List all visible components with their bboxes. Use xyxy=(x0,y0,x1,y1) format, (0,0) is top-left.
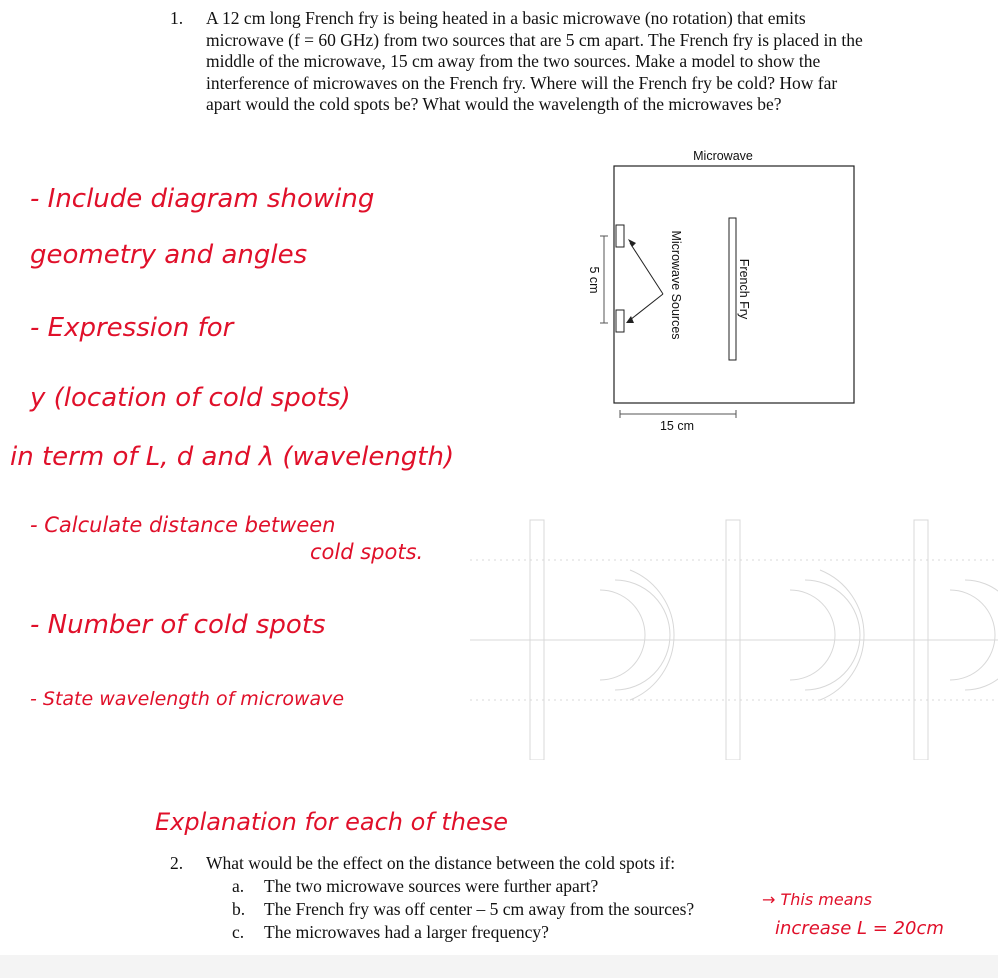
question-1-text: A 12 cm long French fry is being heated in a basic microwave (no rotation) that emits microwave (f = 60 GHz) from two sources that are 5 cm apart. The French fry is placed in the middle of the microwave, 15 cm away from the two sources. Make a model to show the interference of microwaves on the French fry. Where will the French fry be cold? How far apart would the cold spots be? What would the wavelength of the microwaves be? xyxy=(206,8,863,114)
fry-label: French Fry xyxy=(737,258,751,320)
diagram-title: Microwave xyxy=(693,149,753,163)
source-top xyxy=(616,225,624,247)
distance-label: 15 cm xyxy=(659,419,695,433)
handwritten-line-1: - Include diagram showing xyxy=(30,184,375,214)
microwave-diagram xyxy=(560,140,880,440)
question-2-text: What would be the effect on the distance between the cold spots if: xyxy=(206,853,676,873)
handwritten-arrow-note-2: increase L = 20cm xyxy=(775,918,944,939)
french-fry xyxy=(729,218,736,360)
handwritten-line-3: - Expression for xyxy=(30,313,234,343)
handwritten-line-8: - Number of cold spots xyxy=(30,610,326,640)
arrow-top xyxy=(630,243,663,294)
handwritten-line-7: cold spots. xyxy=(310,540,424,564)
separation-label: 5 cm xyxy=(587,266,601,294)
interference-background-svg xyxy=(470,500,998,760)
question-2-number: 2. xyxy=(170,853,184,873)
handwritten-line-6: - Calculate distance between xyxy=(30,513,336,537)
arrow-top-head xyxy=(628,239,636,247)
bottom-margin xyxy=(0,955,998,978)
handwritten-line-2: geometry and angles xyxy=(30,240,308,270)
source-bottom xyxy=(616,310,624,332)
microwave-diagram-svg xyxy=(560,140,880,440)
handwritten-line-5: in term of L, d and λ (wavelength) xyxy=(10,442,455,472)
handwritten-arrow-note-1: → This means xyxy=(762,890,872,909)
sources-label: Microwave Sources xyxy=(669,230,683,340)
handwritten-line-4: y (location of cold spots) xyxy=(30,383,351,413)
handwritten-line-10: Explanation for each of these xyxy=(155,808,509,836)
faint-interference-background xyxy=(470,500,998,760)
handwritten-line-9: - State wavelength of microwave xyxy=(30,688,345,710)
question-1-number: 1. xyxy=(170,8,184,28)
arrow-bottom-head xyxy=(626,316,634,323)
arrow-bottom xyxy=(630,294,663,320)
